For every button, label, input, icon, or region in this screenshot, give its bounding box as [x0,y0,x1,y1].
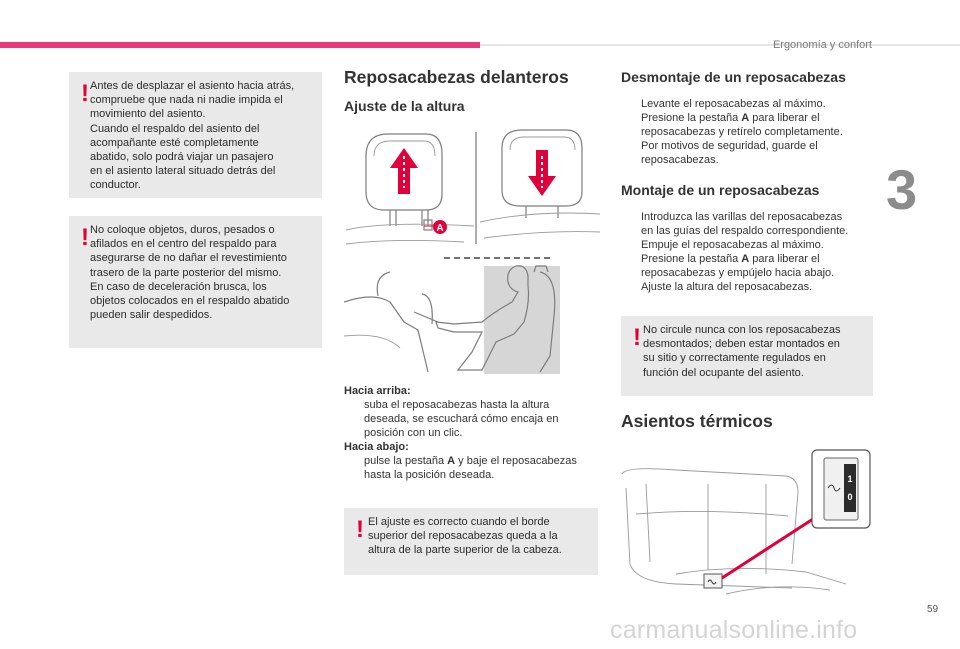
mounting-steps [621,210,883,294]
down-label: Hacia abajo: [344,441,409,453]
exclamation-warning-icon: ! [356,516,364,543]
list-item: Introduzca las varillas del reposacabezas en las guías del respaldo correspondiente. [641,211,849,237]
warning-text: Antes de desplazar el asiento hacia atrás, compruebe que nada ni nadie impida el movimiento del asiento. Cuando el respaldo del asiento del acompañante esté completamente abatido, solo podrá viajar un pasajero en el asiento lateral situado detrás del conductor. [90,80,295,192]
header-rule [480,44,960,46]
list-item: Por motivos de seguridad, guarde el reposacabezas. [641,140,818,166]
up-label: Hacia arriba: [344,385,411,397]
mounting-title: Montaje de un reposacabezas [621,182,820,198]
warning-box-objects [69,216,322,348]
headrest-adjustment-illustration [344,126,600,376]
section-subtitle: Ajuste de la altura [344,98,465,114]
tab-a-label: A [436,223,444,234]
height-adjust-instructions [344,384,604,482]
warning-text: El ajuste es correcto cuando el borde superior del reposacabezas queda a la altura de la parte superior de la cabeza. [368,516,562,557]
driver-seated-drawing [344,266,560,374]
section-title: Ergonomía y confort [772,39,872,51]
headrest-down-drawing [480,130,600,238]
warning-box-seat-movement [69,72,322,198]
list-item: suba el reposacabezas hasta la altura deseada, se escuchará cómo encaja en posición con un clic. [364,399,559,439]
warning-text: No coloque objetos, duros, pesados o afilados en el centro del respaldo para asegurarse de no dañar el revestimiento trasero de la parte posterior del mismo. En caso de deceleración brusca, los objetos colocados en el respaldo abatido pueden salir despedidos. [90,224,290,322]
switch-level-bottom: 0 [847,492,853,502]
header-accent-bar [0,42,480,48]
page-title: Reposacabezas delanteros [344,67,569,87]
removal-title: Desmontaje de un reposacabezas [621,69,846,85]
list-item: pulse la pestaña A y baje el reposacabezas hasta la posición deseada. [364,455,577,481]
watermark: carmanualsonline.info [610,616,858,644]
list-item: Presione la pestaña A para liberar el reposacabezas y empújelo hacia abajo. [641,253,835,279]
exclamation-warning-icon: ! [81,224,89,251]
page-number: 59 [927,604,939,615]
removal-steps [621,97,881,167]
list-item: Presione la pestaña A para liberar el reposacabezas y retírelo completamente. [641,112,843,138]
warning-box-no-removed-headrests [621,316,873,396]
heated-seats-title: Asientos térmicos [621,411,773,431]
list-item: Empuje el reposacabezas al máximo. [641,239,824,251]
exclamation-warning-icon: ! [633,324,641,351]
chapter-number: 3 [886,158,918,221]
list-item: Ajuste la altura del reposacabezas. [641,281,813,293]
warning-text: No circule nunca con los reposacabezas desmontados; deben estar montados en su sitio y correctamente regulados en función del ocupante del asiento. [643,324,841,379]
heated-seat-illustration [616,444,878,604]
exclamation-warning-icon: ! [81,80,89,107]
warning-box-correct-adjustment [344,508,598,575]
headrest-up-drawing [346,134,474,244]
switch-level-top: 1 [847,474,853,484]
list-item: Levante el reposacabezas al máximo. [641,98,826,110]
